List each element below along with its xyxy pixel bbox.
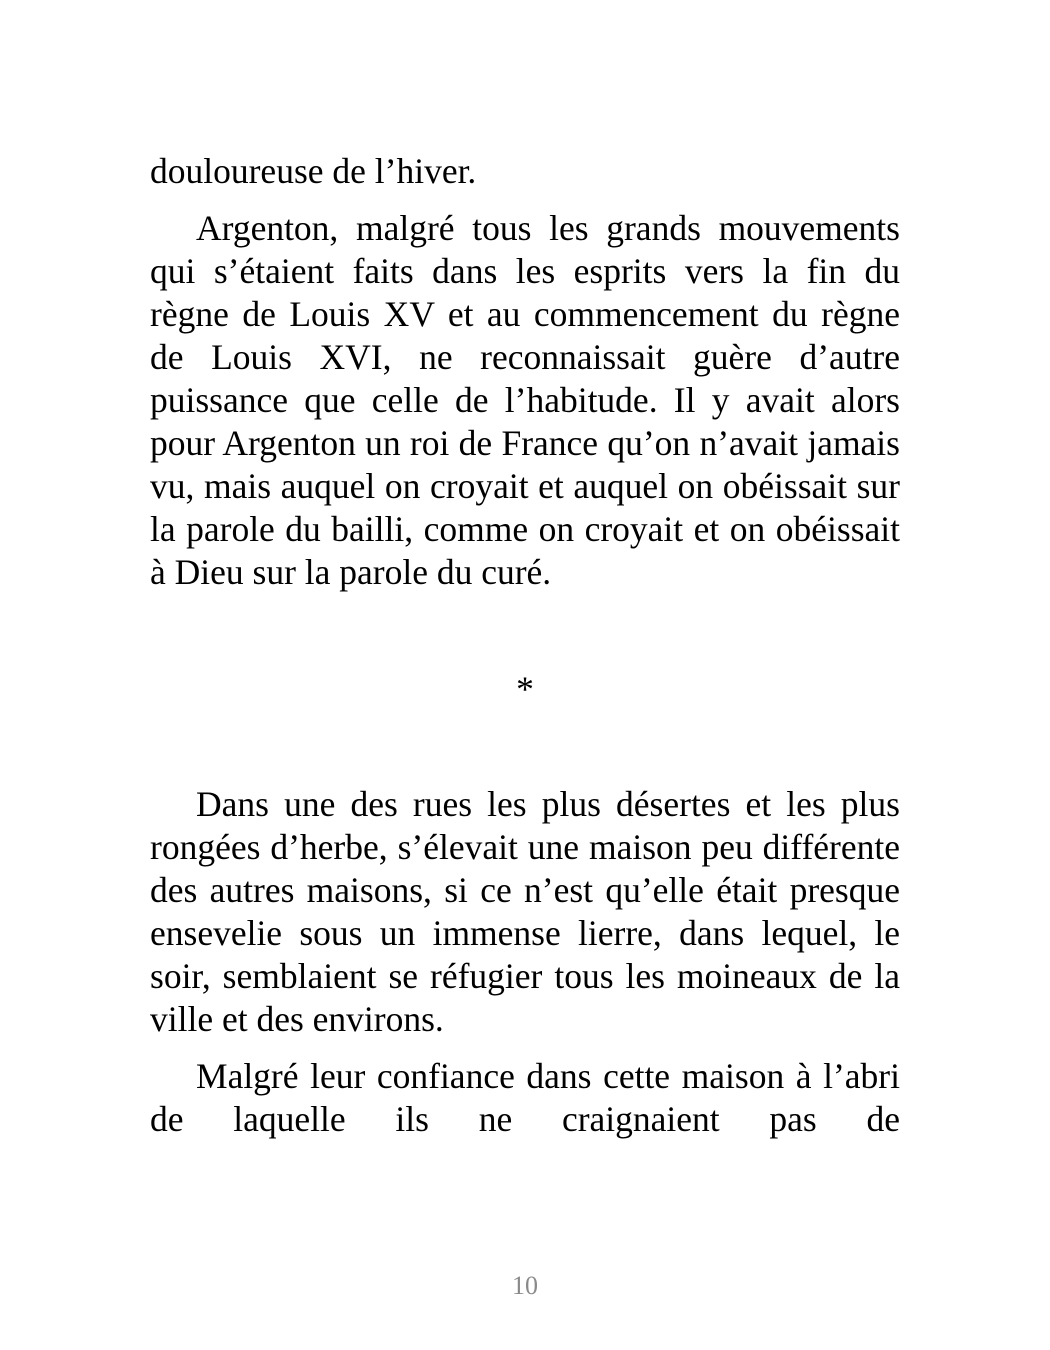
paragraph-argenton: Argenton, malgré tous les grands mouvements qui s’étaient faits dans les esprits vers la fin du règne de Louis XV et au commencement du règne de Louis XVI, ne reconnaissait guère d’autre puissance que celle de l’habitude. Il y avait alors pour Argenton un roi de France qu’on n’avait jamais vu, mais auquel on croyait et auquel on obéissait sur la parole du bailli, comme on croyait et on obéissait à Dieu sur la parole du curé. xyxy=(150,208,900,592)
paragraph-continuation: douloureuse de l’hiver. xyxy=(150,151,477,191)
page-number: 10 xyxy=(512,1271,538,1300)
page-body xyxy=(150,150,900,1141)
paragraph-sparrows: Malgré leur confiance dans cette maison à l’abri de laquelle ils ne craignaient pas de xyxy=(150,1056,900,1139)
paragraph-house: Dans une des rues les plus désertes et les plus rongées d’herbe, s’élevait une maison peu différente des autres maisons, si ce n’est qu’elle était presque ensevelie sous un immense lierre, dans lequel, le soir, semblaient se réfugier tous les moineaux de la ville et des environs. xyxy=(150,784,900,1039)
section-separator: * xyxy=(516,669,534,709)
